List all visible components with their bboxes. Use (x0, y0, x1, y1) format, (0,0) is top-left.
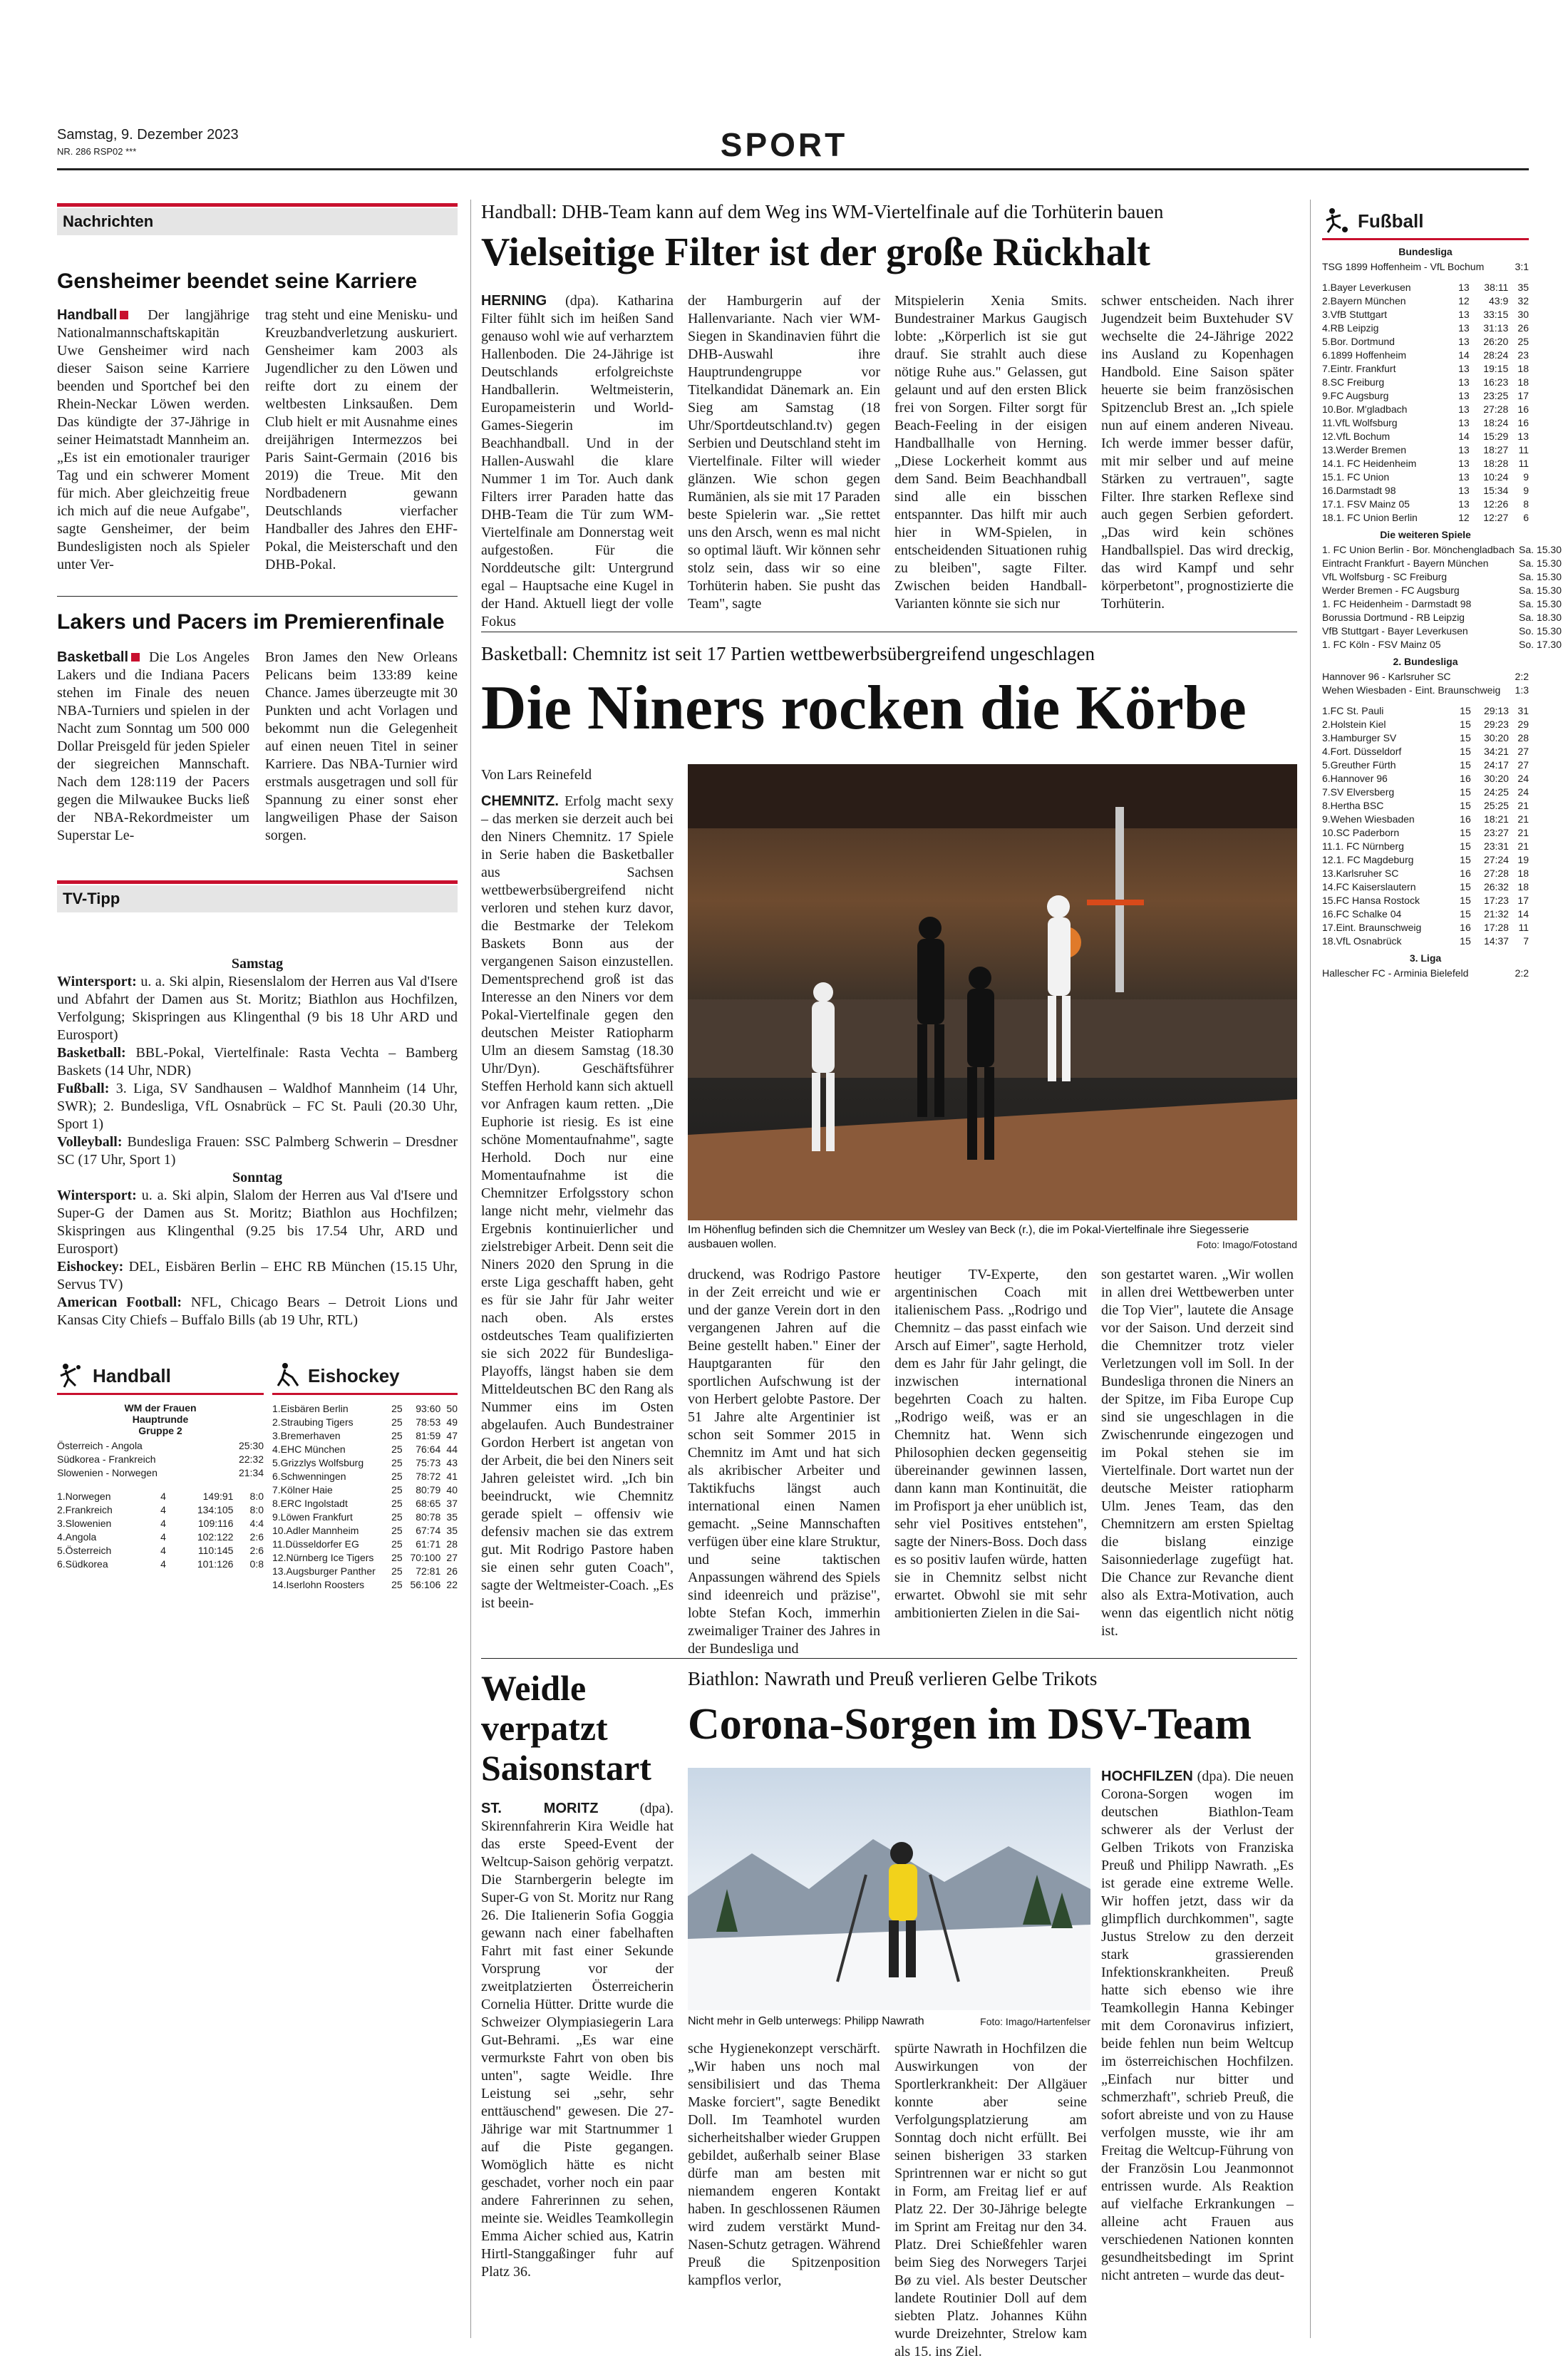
table-row: Wehen Wiesbaden - Eint. Braunschweig 1:3 (1322, 684, 1529, 696)
basketball-photo-caption (688, 1223, 1297, 1252)
basketball-headline: Die Niners rocken die Körbe (481, 674, 1247, 743)
bl2-title: 2. Bundesliga (1393, 656, 1458, 667)
table-row: 7.Kölner Haie 25 80:79 40 (272, 1484, 458, 1496)
news2-col-a (57, 649, 249, 845)
table-row: 3.VfB Stuttgart 13 33:15 30 (1322, 309, 1529, 320)
biathlon-col-3: spürte Nawrath in Hochfilzen die Auswirkungen von der Sportlerkrankheit: Der Allgäuer konnte aber seine Verfolgungsplatzierung am Sonntag doch nicht erfüllt. Bei seinen bisherigen 33 starken Sprintrennen war er nicht so gut in Form, am Freitag lief er auf Platz 22. Der 30-Jährige belegte im Sprint am Freitag nur den 34. Platz. Drei Schießfehler waren beim Sieg des Norwegers Tarjei Bø zu viel. Als bester Deutscher landete Routinier Doll auf dem siebten Platz. Johannes Kühn wurde Dreizehnter, Strelow kam als 15. ins Ziel. (894, 2041, 1087, 2359)
basketball-photo-credit: Foto: Imago/Fotostand (1197, 1239, 1297, 1250)
skialpin-text: ST. MORITZ (dpa). Skirennfahrerin Kira Weidle hat das erste Speed-Event der Weltcup-Saison gehörig verpatzt. Die Starnbergerin belegte im Super-G von St. Moritz nur Rang 26. Die Italienerin Sofia Goggia gewann nach einer fabelhaften Fahrt mit fast einer Sekunde Vorsprung vor der zweitplatzierten Österreicherin Cornelia Hütter. Dritte wurde die Schweizer Olympiasiegerin Lara Gut-Behrami. „Es war eine vermurkste Fahrt von oben bis unten", sagte Weidle. Ihre Leistung sei „sehr, sehr enttäuschend" gewesen. Die 27-Jährige war mit Startnummer 1 auf die Piste gegangen. Womöglich hätte es nicht geschadet, vorher noch ein paar andere Fahrerinnen zu sehen, meinte sie. Weidles Teamkollegin Emma Aicher schied aus, Katrin Hirtl-Stanggaßinger fuhr auf Platz 36. (481, 1801, 674, 2280)
handball-standings (57, 1490, 264, 1571)
table-row: 9.Wehen Wiesbaden 16 18:21 21 (1322, 813, 1529, 825)
tv-listing (57, 955, 458, 1329)
table-row: Eintracht Frankfurt - Bayern München Sa. 15.30 (1322, 557, 1562, 569)
tv-entry: Wintersport: u. a. Ski alpin, Riesenslalom der Herren aus Val d'Isere und Abfahrt der Damen aus St. Moritz; Biathlon aus Hochfilzen, Verfolgung; Skispringen aus Klingenthal (9 bis 18 Uhr ARD und Eurosport) (57, 974, 458, 1043)
table-row: 1. FC Heidenheim - Darmstadt 98 Sa. 15.30 (1322, 598, 1562, 609)
table-row: 4.EHC München 25 76:64 44 (272, 1443, 458, 1455)
skialpin-headline: Weidle verpatzt Saisonstart (481, 1668, 651, 1788)
header-rule (57, 168, 1529, 170)
table-row: VfB Stuttgart - Bayer Leverkusen So. 15.30 (1322, 625, 1562, 637)
table-row: 14.1. FC Heidenheim 13 18:28 11 (1322, 458, 1529, 469)
bundesliga-title: Bundesliga (1398, 246, 1453, 257)
table-row: 14.Iserlohn Roosters 25 56:106 22 (272, 1579, 458, 1590)
section-title: SPORT (720, 126, 848, 163)
fussball-heading (1322, 207, 1529, 235)
news2-text-a: Die Los Angeles Lakers und die Indiana Pacers stehen im Finale des neuen NBA-Turniers und spielen in der Nacht zum Sonntag um 500 000 Dollar Preisgeld für jeden Spieler der siegreichen Mannschaft. Nach dem 128:119 der Pacers gegen die Milwaukee Bucks ließ der NBA-Rekordmeister um Superstar Le- (57, 649, 249, 843)
table-row: 11.1. FC Nürnberg 15 23:31 21 (1322, 840, 1529, 852)
column-divider (470, 200, 471, 2338)
news1-text-a: Der langjährige Nationalmannschaftskapitän Uwe Gensheimer wird nach dieser Saison seine Karriere beenden und Sportchef bei den Rhein-Neckar Löwen werden. Das kündigte der 37-Jährige in seiner Heimatstadt Mannheim an. „Es ist ein emotionaler trauriger Tag und ein schwerer Moment für mich. Aber gleichzeitig freue ich mich auf die neue Aufgabe", sagte Gensheimer, der beim Bundesligisten noch als Spieler unter Ver- (57, 307, 249, 572)
table-row: Slowenien - Norwegen 21:34 (57, 1467, 264, 1478)
basketball-hoop-icon (688, 764, 1297, 1220)
tv-entry: American Football: NFL, Chicago Bears – Detroit Lions und Kansas City Chiefs – Buffalo Bills (ab 19 Uhr, RTL) (57, 1294, 458, 1328)
table-row: 3.Bremerhaven 25 81:59 47 (272, 1430, 458, 1441)
table-row: 8.ERC Ingolstadt 25 68:65 37 (272, 1498, 458, 1509)
biathlon-col-1: HOCHFILZEN (dpa). Die neuen Corona-Sorgen wogen im deutschen Biathlon-Team schwerer als der Verlust der Gelben Trikots von Franziska Preuß und Philipp Nawrath. „Es ist gerade eine extreme Welle. Wir hoffen jetzt, dass wir da glimpflich durchkommen", sagte Justus Strelow zu den derzeit stark grassierenden Infektionskrankheiten. Preuß hatte sich ebenso wie ihre Teamkollegin Hanna Kebinger mit dem Coronavirus infiziert, beide fehlen nun beim Weltcup im österreichischen Hochfilzen. „Einfach nur bitter und schmerzhaft", schrieb Preuß, die sofort abreiste und von zu Hause verfolgen musste, wie ihr am Freitag die Weltcup-Führung von der Französin Lou Jeanmonnot entrissen wurde. Als Reaktion auf vielfache Erkrankungen – alleine acht Frauen aus verschiedenen Nationen konnten gesundheitsbedingt im Sprint nicht antreten – wurde das deut- (1101, 1769, 1294, 2283)
biathlon-photo-caption (688, 2014, 1090, 2029)
table-row: 10.Bor. M'gladbach 13 27:28 16 (1322, 403, 1529, 415)
next-games-title: Die weiteren Spiele (1380, 529, 1471, 540)
biathlon-kicker: Biathlon: Nawrath und Preuß verlieren Gelbe Trikots (688, 1668, 1098, 1689)
liga3-title: 3. Liga (1409, 952, 1442, 964)
issue-number: NR. 286 RSP02 *** (57, 146, 137, 157)
eishockey-title: Eishockey (308, 1364, 400, 1386)
table-row: 6.Schwenningen 25 78:72 41 (272, 1471, 458, 1482)
table-row: 2.Frankreich 4 134:105 8:0 (57, 1504, 264, 1515)
table-row: 7.Eintr. Frankfurt 13 19:15 18 (1322, 363, 1529, 374)
table-row: 4.Fort. Düsseldorf 15 34:21 27 (1322, 746, 1529, 757)
table-row: 2.Holstein Kiel 15 29:23 29 (1322, 719, 1529, 730)
table-row: 13.Werder Bremen 13 18:27 11 (1322, 444, 1529, 455)
tv-bar (57, 880, 458, 884)
table-row: 1.Bayer Leverkusen 13 38:11 35 (1322, 282, 1529, 293)
table-row: 4.RB Leipzig 13 31:13 26 (1322, 322, 1529, 334)
table-row: 6.Hannover 96 16 30:20 24 (1322, 773, 1529, 784)
table-row: 18.VfL Osnabrück 15 14:37 7 (1322, 935, 1529, 947)
table-row: 13.Augsburger Panther 25 72:81 26 (272, 1565, 458, 1577)
news1-headline: Gensheimer beendet seine Karriere (57, 269, 418, 293)
basketball-col-3: heutiger TV-Experte, den argentinischen Coach mit italienischem Pass. „Rodrigo und Chemnitz – das passt einfach wie Arsch auf Eimer", sagte Herhold, dem es Jahr für Jahr gelingt, die inzwischen international begehrten Coach zu halten. „Rodrigo weiß, was er an Chemnitz hat. Wenn sich Philosophien decken gegenseitig übereinander gewinnen lassen, dann kann man Kontinuität, die im Profisport ja eher unüblich ist, sehr viel Positives entstehen", sagte der Niners-Boss. Doch dass es so positiv laufen würde, hatten sie in Chemnitz selbst nicht erwartet. Obwohl sie mit sehr ambitionierten Zielen in die Sai- (894, 1267, 1087, 1621)
handball-col-4: schwer entscheiden. Nach ihrer Jugendzeit beim Buxtehuder SV wechselte die 24-Jährige 2022 ins Ausland zu Kopenhagen Handbold. Eine Saison später heuerte sie beim französischen Spitzenclub Brest an. „Ich spiele nun auf einem anderen Niveau. Ich werde immer besser dafür, mit mir selber und auf meine Stärken zu vertrauen", sagte Filter. Ihre starken Reflexe sind auch gegen Serbien gefordert. „Das wird kein schönes Handballspiel. Das wird dreckig, das wird Kampf und sehr körperbetont", prognostizierte die Torhüterin. (1101, 293, 1294, 612)
handball-heading (57, 1362, 264, 1390)
table-row: 1.Eisbären Berlin 25 93:60 50 (272, 1403, 458, 1414)
tv-entry: Volleyball: Bundesliga Frauen: SSC Palmberg Schwerin – Dresdner SC (17 Uhr, Sport 1) (57, 1134, 458, 1168)
eishockey-box (272, 1362, 458, 1592)
red-square-icon (120, 311, 128, 319)
table-row: Hannover 96 - Karlsruher SC 2:2 (1322, 671, 1529, 682)
nachrichten-title: Nachrichten (57, 208, 458, 235)
table-row: 17.1. FSV Mainz 05 13 12:26 8 (1322, 498, 1529, 510)
table-row: 5.Österreich 4 110:145 2:6 (57, 1545, 264, 1556)
handball-kicker: Handball: DHB-Team kann auf dem Weg ins WM-Viertelfinale auf die Torhüterin bauen (481, 201, 1164, 222)
table-row: 15.1. FC Union 13 10:24 9 (1322, 471, 1529, 483)
biathlon-caption-text: Nicht mehr in Gelb unterwegs: Philipp Nawrath (688, 2015, 924, 2027)
news2-lead: Basketball (57, 649, 129, 665)
handball-player-icon (57, 1362, 86, 1390)
bundesliga-result (1322, 260, 1529, 274)
table-row: 13.Karlsruher SC 16 27:28 18 (1322, 868, 1529, 879)
news1-lead: Handball (57, 307, 118, 323)
next-games (1322, 543, 1562, 652)
tv-entry: Basketball: BBL-Pokal, Viertelfinale: Rasta Vechta – Bamberg Baskets (14 Uhr, NDR) (57, 1045, 458, 1079)
column-divider (1310, 200, 1311, 2338)
tv-entry: Wintersport: u. a. Ski alpin, Slalom der Herren aus Val d'Isere und Super-G der Damen aus St. Moritz; Biathlon aus Hochfilzen; Skispringen aus Klingenthal (9.25 bis 17.54 Uhr, ARD und Eurosport) (57, 1188, 458, 1257)
table-row: 12.1. FC Magdeburg 15 27:24 19 (1322, 854, 1529, 865)
handball-headline: Vielseitige Filter ist der große Rückhalt (481, 230, 1150, 274)
table-row: 12.Nürnberg Ice Tigers 25 70:100 27 (272, 1552, 458, 1563)
biathlete-icon (688, 1768, 1090, 2010)
table-row: 6.Südkorea 4 101:126 0:8 (57, 1558, 264, 1570)
table-row: 11.VfL Wolfsburg 13 18:24 16 (1322, 417, 1529, 428)
table-row: 9.Löwen Frankfurt 25 80:78 35 (272, 1511, 458, 1523)
basketball-author: Von Lars Reinefeld (481, 767, 592, 783)
tv-entry: Fußball: 3. Liga, SV Sandhausen – Waldhof Mannheim (14 Uhr, SWR); 2. Bundesliga, VfL Osnabrück – FC St. Pauli (20.30 Uhr, Sport 1) (57, 1081, 458, 1132)
table-row: 2.Bayern München 12 43:9 32 (1322, 295, 1529, 307)
table-row: 1.FC St. Pauli 15 29:13 31 (1322, 705, 1529, 716)
handball-results (57, 1439, 264, 1480)
table-row: 11.Düsseldorfer EG 25 61:71 28 (272, 1538, 458, 1550)
bl2-results (1322, 670, 1529, 697)
handball-group-title: WM der Frauen Hauptrunde Gruppe 2 (124, 1402, 197, 1436)
article-divider (481, 1658, 1297, 1659)
table-row: 9.FC Augsburg 13 23:25 17 (1322, 390, 1529, 401)
table-row: 7.SV Elversberg 15 24:25 24 (1322, 786, 1529, 798)
basketball-col-4: son gestartet waren. „Wir wollen in allen drei Wettbewerben unter die Top Vier", lautete die Ansage vor der Saison. Und derzeit sind die Chemnitzer trotz vieler Verletzungen voll im Soll. In der Bundesliga thronen die Niners an der Spitze, im Fiba Europe Cup sind sie ungeschlagen in die Zwischenrunde eingezogen und im Pokal stehen sie im Viertelfinale. Dort wartet nun der deutsche Meister ratiopharm Ulm. Jenes Team, das den Chemnitzern am ersten Spieltag die bislang einzige Saisonniederlage zugefügt hat. Die Chance zur Revanche dient also als Extra-Motivation, auch wenn das eigentlich nicht nötig ist. (1101, 1267, 1294, 1639)
basketball-col-1: CHEMNITZ. Erfolg macht sexy – das merken sie derzeit auch bei den Niners Chemnitz. 17 Spiele in Serie haben die Basketballer aus Sachsen wettbewerbsübergreifend nicht verloren und stehen kurz davor, die Bestmarke der Telekom Baskets Bonn aus der vergangenen Saison einzustellen. Dementsprechend groß ist das Interesse an den Niners vor dem Pokal-Viertelfinale gegen den deutschen Meister Ratiopharm Ulm an diesem Samstag (18.30 Uhr/Dyn). Geschäftsführer Steffen Herhold kann sich aktuell vor Anfragen kaum retten. „Die Euphorie ist riesig. Es ist eine schöne Momentaufnahme", sagte Herhold. Doch nur eine Momentaufnahme ist die Chemnitzer Erfolgsstory schon lange nicht mehr, vielmehr das Ergebnis kontinuierlicher und zielstrebiger Arbeit. Denn seit die Niners 2020 den Sprung in die erste Liga geschafft haben, geht es für sie Jahr für Jahr weiter nach oben. Als erstes ostdeutsches Team qualifizierten sie sich 2022 für Bundesliga-Playoffs, längst haben sie dem Mitteldeutschen BC den Rang als Nummer eins im Osten abgelaufen. Auch Bundestrainer Gordon Herbert ist angetan von der Arbeit, die bei den Niners seit Jahren geleistet wird. „Ich bin beeindruckt, wie Chemnitz gerade spielt – offensiv wie defensiv machen sie das extrem gut. Mit Rodrigo Pastore haben sie einen sehr guten Coach", sagte der Weltmeister-Coach. „Es ist beein- (481, 793, 674, 1611)
issue-date: Samstag, 9. Dezember 2023 (57, 127, 239, 143)
table-row: 3.Slowenien 4 109:116 4:4 (57, 1518, 264, 1529)
table-row: 5.Grizzlys Wolfsburg 25 75:73 43 (272, 1457, 458, 1468)
tv-day-sonntag: Sonntag (232, 1170, 283, 1185)
news2-headline: Lakers und Pacers im Premierenfinale (57, 610, 445, 634)
soccer-player-icon (1322, 207, 1351, 235)
handball-box (57, 1362, 264, 1571)
table-row: TSG 1899 Hoffenheim - VfL Bochum 3:1 (1322, 261, 1529, 272)
table-row: 18.1. FC Union Berlin 12 12:27 6 (1322, 512, 1529, 523)
table-row: Österreich - Angola 25:30 (57, 1440, 264, 1451)
tv-entry: Eishockey: DEL, Eisbären Berlin – EHC RB München (15.15 Uhr, Servus TV) (57, 1259, 458, 1292)
table-row: 1. FC Union Berlin - Bor. Mönchengladbach Sa. 15.30 (1322, 544, 1562, 555)
table-row: Südkorea - Frankreich 22:32 (57, 1453, 264, 1465)
table-row: Werder Bremen - FC Augsburg Sa. 15.30 (1322, 585, 1562, 596)
news1-col-a (57, 307, 249, 574)
table-row: 3.Hamburger SV 15 30:20 28 (1322, 732, 1529, 743)
biathlon-photo (688, 1768, 1090, 2010)
basketball-kicker: Basketball: Chemnitz ist seit 17 Partien wettbewerbsübergreifend ungeschlagen (481, 643, 1095, 664)
biathlon-col-2: sche Hygienekonzept verschärft. „Wir haben uns noch mal sensibilisiert und das Thema Maske forciert", sagte Benedikt Doll. Im Teamhotel wurden sicherheitshalber wieder Gruppen gebildet, außerhalb seiner Blase dürfe man am besten mit niemandem engeren Kontakt haben. In geschlossenen Räumen wird zudem verstärkt Mund-Nasen-Schutz getragen. Während Preuß die Spitzenposition kampflos verlor, (688, 2041, 880, 2288)
biathlon-headline: Corona-Sorgen im DSV-Team (688, 1700, 1252, 1749)
eishockey-heading (272, 1362, 458, 1390)
tv-title: TV-Tipp (57, 885, 458, 912)
bundesliga-standings (1322, 281, 1529, 525)
fussball-box (1322, 207, 1562, 980)
handball-col-1: HERNING (dpa). Katharina Filter fühlt sich im heißen Sand genauso wohl wie auf verharztem Hallenboden. Die 24-Jährige ist Deutschlands erfolgreichste Handballerin. Weltmeisterin, Europameisterin und World-Games-Siegerin im Beachhandball. Und in der Hallen-Auswahl die klare Nummer 1 im Tor. Auch dank Filters irrer Paraden hatte das DHB-Team die Tür zum WM-Viertelfinale am Donnerstag weit aufgestoßen. Für die Norddeutsche gilt: Untergrund egal – Hauptsache eine Kugel in der Hand. Aktuell liegt der volle Fokus (481, 293, 674, 629)
table-row: 15.FC Hansa Rostock 15 17:23 17 (1322, 895, 1529, 906)
liga3-result (1322, 967, 1529, 980)
table-row: 8.SC Freiburg 13 16:23 18 (1322, 376, 1529, 388)
table-row: 16.FC Schalke 04 15 21:32 14 (1322, 908, 1529, 920)
handball-title: Handball (93, 1364, 171, 1386)
table-row: VfL Wolfsburg - SC Freiburg Sa. 15.30 (1322, 571, 1562, 582)
table-row: 5.Greuther Fürth 15 24:17 27 (1322, 759, 1529, 771)
table-row: 6.1899 Hoffenheim 14 28:24 23 (1322, 349, 1529, 361)
handball-col-2: der Hamburgerin auf der Hallenvariante. Nach vier WM-Siegen in Skandinavien führt die DHB-Auswahl ihre Hauptrundengruppe vor Titelkandidat Dänemark an. Ein Sieg am Samstag (18 Uhr/Sportdeutschland.tv) gegen Serbien und Deutschland steht im Viertelfinale. Filter will wieder glänzen. Wie schon gegen Rumänien, als sie mit 17 Paraden beste Spielerin war. „Sie rettet uns den Arsch, wenn es mal nicht so optimal läuft. Wir können sehr stolz sein, dass wir so eine Torhüterin haben. Sie pusht das Team", sagte (688, 293, 880, 612)
basketball-col-2: druckend, was Rodrigo Pastore in der Zeit erreicht und wie er und der ganze Verein dort in den vergangenen Jahren auf die Beine gestellt haben." Einer der Hauptgaranten für den sportlichen Aufschwung ist der von Herbert gelobte Pastore. Der 51 Jahre alte Argentinier ist schon seit Sommer 2015 in Chemnitz im Amt und hat sich als akribischer Arbeiter und Taktikfuchs längst auch international einen Namen gemacht. „Seine Mannschaften verfügen über eine klare Struktur, und seine taktischen Anpassungen während des Spiels sind ideenreich und präzise", lobte Stefan Koch, immerhin zweimaliger Trainer des Jahres in der Bundesliga und (688, 1267, 880, 1657)
table-row: 12.VfL Bochum 14 15:29 13 (1322, 431, 1529, 442)
table-row: 10.SC Paderborn 15 23:27 21 (1322, 827, 1529, 838)
red-square-icon (131, 653, 140, 662)
table-row: 16.Darmstadt 98 13 15:34 9 (1322, 485, 1529, 496)
table-row: 4.Angola 4 102:122 2:6 (57, 1531, 264, 1543)
table-row: 5.Bor. Dortmund 13 26:20 25 (1322, 336, 1529, 347)
table-row: 8.Hertha BSC 15 25:25 21 (1322, 800, 1529, 811)
handball-col-3: Mitspielerin Xenia Smits. Bundestrainer Markus Gaugisch lobte: „Körperlich ist sie gut drauf. Sie strahlt auch diese nötige Ruhe aus." Gelassen, gut gelaunt und auf den ersten Blick frei von Sorgen. Filter sorgt für Beach-Feeling in der eisigen Handballhalle von Herning. „Diese Lockerheit kommt aus dem Sand. Beim Beachhandball sind alle ein bisschen entspannter. Das hilft mir auch hier in WM-Spielen, in entscheidenden Situationen ruhig zu bleiben", sagte Filter. Zwischen beiden Handball-Varianten könnte sie sich nur (894, 293, 1087, 612)
table-row: Borussia Dortmund - RB Leipzig Sa. 18.30 (1322, 612, 1562, 623)
news-divider (57, 596, 458, 597)
biathlon-photo-credit: Foto: Imago/Hartenfelser (980, 2016, 1090, 2027)
eishockey-standings (272, 1402, 458, 1592)
table-row: 1.Norwegen 4 149:91 8:0 (57, 1491, 264, 1502)
ice-hockey-icon (272, 1362, 301, 1390)
basketball-caption-text: Im Höhenflug befinden sich die Chemnitzer um Wesley van Beck (r.), die im Pokal-Viertelfinale ihre Siegesserie ausbauen wollen. (688, 1224, 1249, 1250)
fussball-title: Fußball (1358, 210, 1424, 232)
news2-col-b: Bron James den New Orleans Pelicans beim 133:89 keine Chance. James überzeugte mit 30 Punkten und acht Vorlagen und bekommt nun die Gelegenheit auf einen neuen Titel in seiner Karriere. Das NBA-Turnier wird erstmals ausgetragen und soll für Spannung zu einer sonst eher langweiligen Phase der Saison sorgen. (265, 649, 458, 843)
table-row: Hallescher FC - Arminia Bielefeld 2:2 (1322, 967, 1529, 979)
tv-day-samstag: Samstag (231, 956, 284, 972)
table-row: 1. FC Köln - FSV Mainz 05 So. 17.30 (1322, 639, 1562, 650)
table-row: 10.Adler Mannheim 25 67:74 35 (272, 1525, 458, 1536)
table-row: 2.Straubing Tigers 25 78:53 49 (272, 1416, 458, 1428)
table-row: 14.FC Kaiserslautern 15 26:32 18 (1322, 881, 1529, 892)
table-row: 17.Eint. Braunschweig 16 17:28 11 (1322, 922, 1529, 933)
nachrichten-bar (57, 203, 458, 207)
news1-col-b: trag steht und eine Menisku- und Kreuzbandverletzung auskuriert. Gensheimer kam 2003 als Jugendlicher zu den Löwen und reifte dort zu einem der weltbesten Linksaußen. Dem Club hielt er mit Ausnahme eines dreijährigen Intermezzos bei Paris Saint-Germain (2016 bis 2019) die Treue. Mit den Nordbadenern gewann Deutschlands vierfacher Handballer des Jahres den EHF-Pokal, die Meisterschaft und den DHB-Pokal. (265, 307, 458, 572)
bl2-standings (1322, 704, 1529, 948)
basketball-photo (688, 764, 1297, 1220)
